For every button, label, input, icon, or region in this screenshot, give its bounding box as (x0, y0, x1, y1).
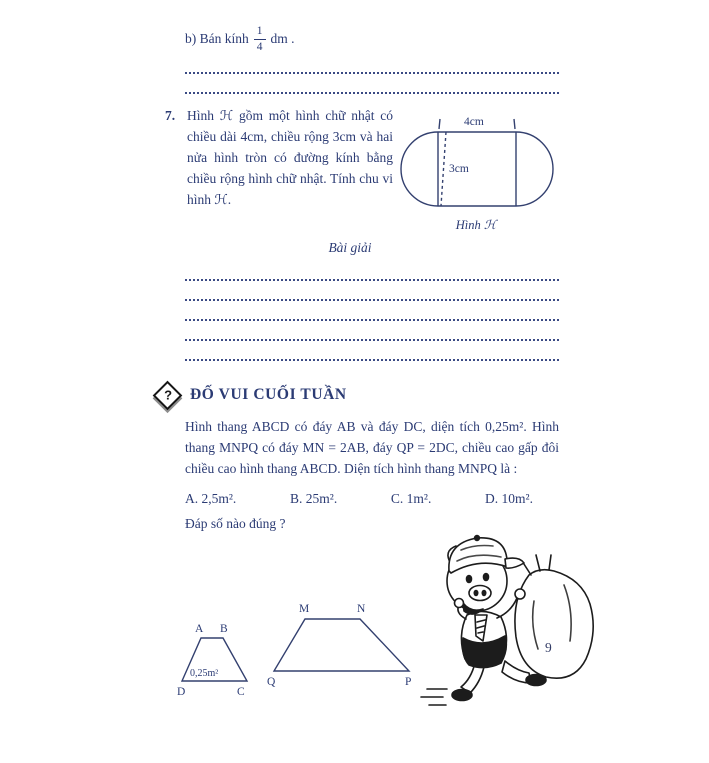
vertex-a-label: A (195, 622, 204, 635)
section-title: ĐỐ VUI CUỐI TUẦN (190, 386, 347, 404)
fraction-one-quarter (254, 25, 266, 52)
puzzle-figures (165, 541, 559, 763)
item-b-text: b) Bán kính (185, 30, 249, 46)
problem-text: Hình ℋ gồm một hình chữ nhật có chiều dài 4cm, chiều rộng 3cm và hai nửa hình tròn có đường kính bằng chiều rộng hình chữ nhật. Tính chu vi hình ℋ. (187, 108, 393, 207)
puzzle-prompt: Đáp số nào đúng ? (185, 516, 286, 531)
answer-line (185, 54, 559, 74)
page-number: 9 (545, 640, 552, 655)
answer-line (185, 321, 559, 341)
height-label: 3cm (449, 163, 469, 175)
option-b: B. 25m². (290, 491, 338, 507)
answer-line (185, 74, 559, 94)
solution-label: Bài giải (328, 240, 372, 256)
stadium-figure (393, 106, 559, 235)
pig-cartoon (413, 519, 608, 729)
exercise-item-b (185, 24, 559, 54)
trapezoid-mnpq-drawing (263, 599, 421, 691)
width-label: 4cm (464, 116, 484, 128)
answer-line (185, 261, 559, 281)
answer-line (185, 301, 559, 321)
problem-number: 7. (165, 108, 176, 123)
area-label: 0,25m² (190, 667, 219, 679)
vertex-n-label: N (357, 602, 366, 615)
answer-line (185, 281, 559, 301)
problem-7 (165, 106, 559, 259)
item-b-unit: dm . (270, 30, 295, 46)
answer-line (185, 341, 559, 361)
fraction-numerator: 1 (254, 25, 266, 39)
vertex-q-label: Q (267, 675, 276, 688)
puzzle-section (165, 383, 559, 763)
vertex-c-label: C (237, 685, 245, 698)
trapezoid-abcd-drawing (177, 619, 273, 701)
stadium-shape-drawing (398, 114, 554, 214)
answer-options (185, 489, 533, 510)
vertex-b-label: B (220, 622, 228, 635)
question-diamond-icon (153, 380, 183, 410)
figure-caption: Hình ℋ (455, 218, 497, 232)
vertex-p-label: P (405, 675, 412, 688)
puzzle-header (157, 383, 559, 407)
fraction-denominator: 4 (256, 40, 263, 53)
option-d: D. 10m². (485, 491, 533, 507)
option-a: A. 2,5m². (185, 491, 237, 507)
vertex-d-label: D (177, 685, 186, 698)
puzzle-text: Hình thang ABCD có đáy AB và đáy DC, diện tích 0,25m². Hình thang MNPQ có đáy MN = 2AB, đáy QP = 2DC, chiều cao gấp đôi chiều cao hình thang ABCD. Diện tích hình thang MNPQ là : (185, 419, 559, 477)
question-mark-glyph: ? (163, 387, 172, 403)
option-c: C. 1m². (390, 491, 432, 507)
vertex-m-label: M (299, 602, 310, 615)
